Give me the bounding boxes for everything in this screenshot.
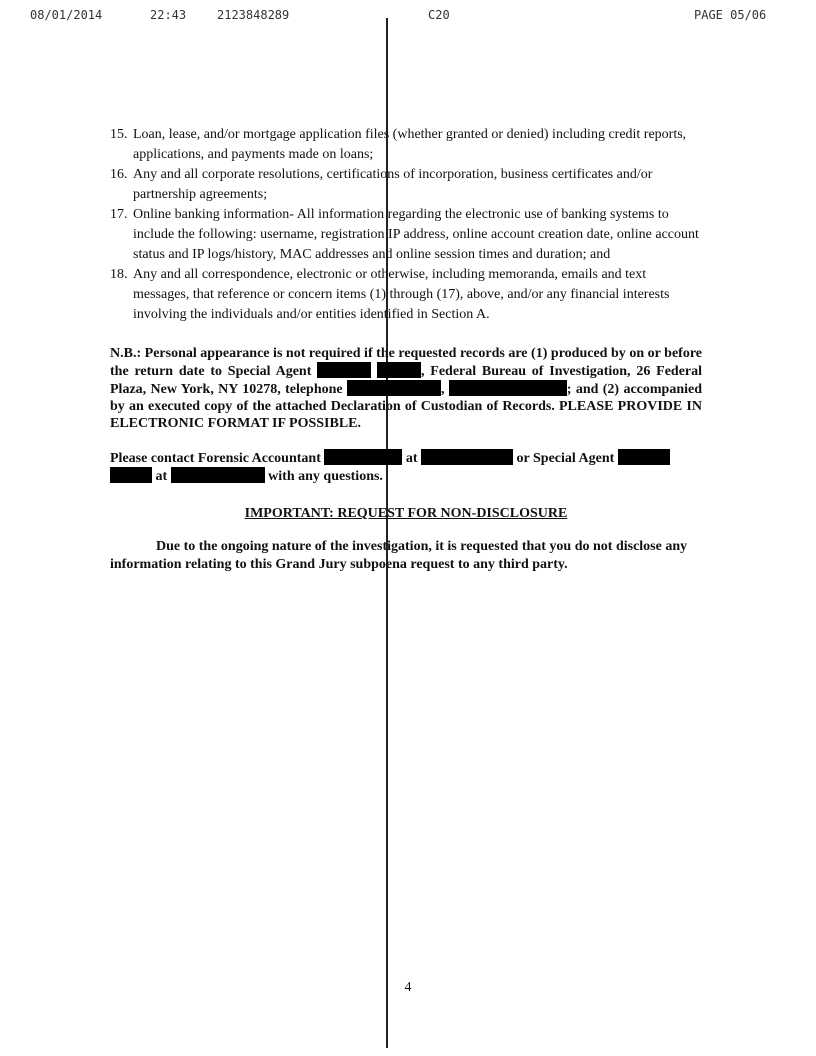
redaction-block (618, 449, 670, 465)
item-text: Any and all corporate resolutions, certifications of incorporation, business certificates and/or partnership agreements; (133, 167, 653, 202)
fax-time: 22:43 (150, 8, 187, 22)
list-item (110, 205, 702, 265)
fax-header (0, 4, 816, 28)
redaction-block (377, 362, 421, 378)
fax-date: 08/01/2014 (30, 8, 103, 22)
nb-text-3: , (440, 382, 445, 397)
contact-text-4: at (155, 469, 168, 484)
contact-text-2: at (405, 451, 418, 466)
item-number: 16. (110, 167, 128, 182)
contact-text-5: with any questions. (268, 469, 383, 484)
disclosure-paragraph: Due to the ongoing nature of the investigation, it is requested that you do not disclose any information relating to this Grand Jury subpoena request to any third party. (110, 539, 688, 572)
redaction-block (347, 380, 441, 396)
nb-text-2: , Federal Bureau of Investigation, 26 Federal Plaza, New York, NY 10278, telephone (110, 364, 703, 397)
fax-code: C20 (428, 8, 450, 22)
page-number: 4 (404, 980, 412, 995)
contact-paragraph (110, 449, 702, 485)
item-text: Loan, lease, and/or mortgage application files (whether granted or denied) including credit reports, applications, and payments made on loans; (133, 127, 687, 162)
contact-text-1: Please contact Forensic Accountant (110, 451, 321, 466)
redaction-block (421, 449, 513, 465)
redaction-block (317, 362, 371, 378)
list-item (110, 125, 702, 165)
redaction-block (110, 467, 152, 483)
request-items-list (110, 125, 702, 325)
redaction-block (324, 449, 402, 465)
item-text: Any and all correspondence, electronic or otherwise, including memoranda, emails and text messages, that reference or concern items (1) through (17), above, and/or any financial interests involving the individuals and/or entities identified in Section A. (133, 267, 670, 322)
nb-text-4: ; and (2) accompanied by an executed copy of the attached Declaration of Custodian of Records. PLEASE PROVIDE IN ELECTRONIC FORMAT IF POSSIBLE. (110, 382, 702, 431)
important-heading: IMPORTANT: REQUEST FOR NON-DISCLOSURE (244, 506, 568, 521)
list-item (110, 265, 702, 325)
fax-phone: 2123848289 (217, 8, 290, 22)
nb-text-1: N.B.: Personal appearance is not required if the requested records are (1) produced by on or before the return date to Special Agent (110, 346, 702, 379)
item-number: 17. (110, 207, 128, 222)
redaction-block (449, 380, 567, 396)
item-number: 15. (110, 127, 128, 142)
nb-paragraph (110, 345, 702, 432)
document-body (110, 125, 702, 588)
fax-page: PAGE 05/06 (694, 8, 767, 22)
item-number: 18. (110, 267, 128, 282)
item-text: Online banking information- All information regarding the electronic use of banking systems to include the following: username, registration IP address, online account creation date, online account status and IP logs/history, MAC addresses and online session times and duration; and (133, 207, 699, 262)
contact-text-3: or Special Agent (516, 451, 615, 466)
list-item (110, 165, 702, 205)
redaction-block (171, 467, 265, 483)
